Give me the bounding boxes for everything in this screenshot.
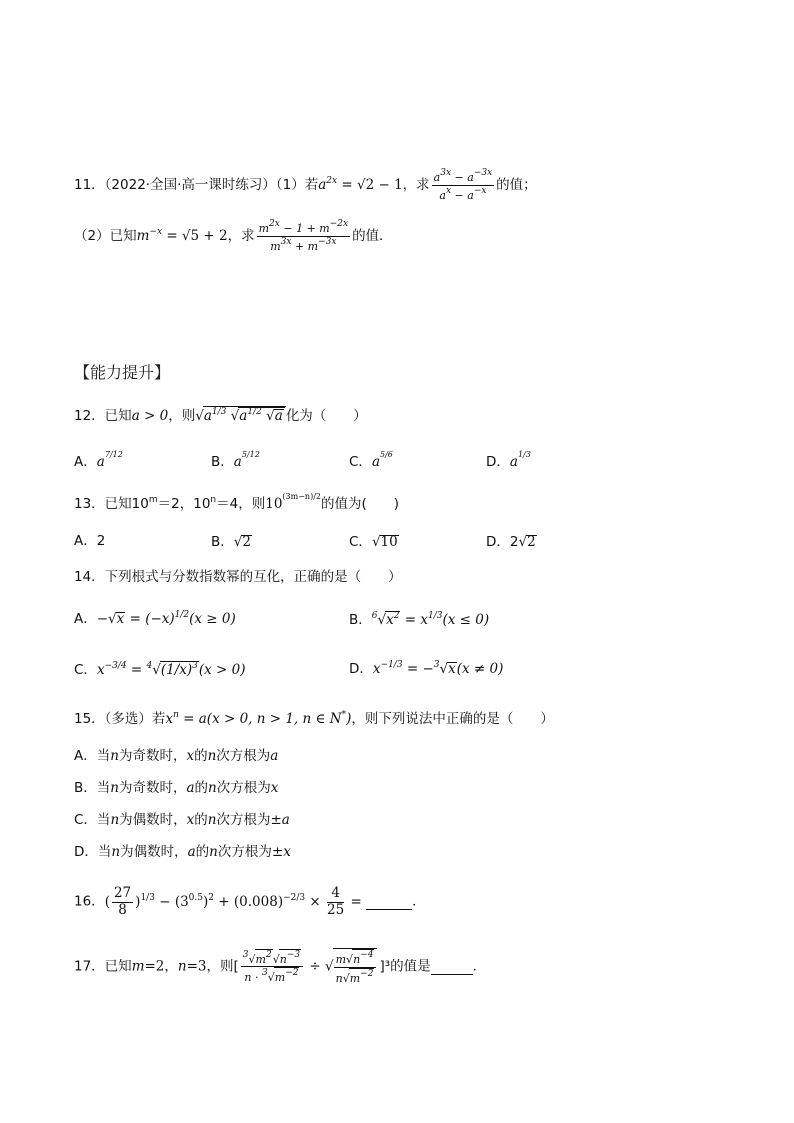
q13-option-a: A．2 xyxy=(74,533,106,549)
q11-fraction-1: $\frac{a^{3x} - a^{-3x}}{a^x - a^{-x}}$ xyxy=(433,168,493,202)
q15-option-c: C．当n为偶数时，x的n次方根为±a xyxy=(74,812,290,828)
q12-option-b: B．$a^{5/12}$ xyxy=(211,450,260,470)
q11-fraction-2: $\frac{m^{2x} - 1 + m^{-2x}}{m^{3x} + m^{-3x}}$ xyxy=(258,219,349,253)
q17-fraction-2: $\frac{m√n^{-4}}{n√m^{-2}}$ xyxy=(333,948,378,985)
section-title: 【能力提升】 xyxy=(74,363,171,382)
q14-option-d: D．$x^{-1/3} = -^3√x(x \ne 0)$ xyxy=(349,660,504,677)
q12-stem: 12．已知a > 0，则$√a^{1/3}$ $√a^{1/2}$ √a 化为（ ） xyxy=(74,407,367,424)
q15-option-d: D．当n为偶数时，a的n次方根为±x xyxy=(74,844,291,860)
q13-option-c: C．√10 xyxy=(349,534,398,550)
q14-stem: 14．下列根式与分数指数幂的互化，正确的是（ ） xyxy=(74,569,402,585)
q11-expr-a: $a^{2x}$ xyxy=(318,176,338,194)
q16-expression: ( $\frac{27}{8}$ )$^{1/3} - (3^{0.5})^2 + (0.008)^{-2/3}$ × $\frac{4}{25}$ = xyxy=(104,885,367,918)
q11-line2-mid: ，求 xyxy=(227,228,255,245)
q11-line2-post: 的值． xyxy=(352,228,393,245)
q11-line2: （2）已知$m^{-x} = √5 + 2$，求 $\frac{m^{2x} - 1 + m^{-2x}}{m^{3x} + m^{-3x}}$ 的值． xyxy=(74,219,393,253)
q14-option-b: B．$^6√x^2 = x^{1/3}(x \le 0)$ xyxy=(349,611,490,628)
q13-option-b: B．√2 xyxy=(211,534,251,550)
q17-answer-blank[interactable] xyxy=(431,961,473,976)
q15-option-b: B．当n为奇数时，a的n次方根为x xyxy=(74,780,279,796)
q11-line1: 11．（2022·全国·高一课时练习）（1）若$a^{2x} = √2 - 1$，求 $\frac{a^{3x} - a^{-3x}}{a^x - a^{-x}}$ 的值； xyxy=(74,168,537,202)
q14-option-a: A．$-√x = (-x)^{1/2}(x \ge 0)$ xyxy=(74,610,236,627)
q12-radical: $√a^{1/3}$ $√a^{1/2}$ √a xyxy=(195,408,286,424)
q17-fraction-1: $\frac{^3√m^2√n^{-3}}{n \cdot ^3√m^{-2}}$ xyxy=(241,949,303,985)
q11-line1-post: 的值； xyxy=(496,177,537,194)
q13-option-d: D．2√2 xyxy=(486,534,536,550)
q15-stem: 15．（多选）若$x^n = a(x > 0$, n > 1, n ∈ N*)，则下列说法中正确的是（ ） xyxy=(74,710,554,727)
q13-stem: 13．已知$10^m=2$，$10^n=4$，则$10^{(3m-n)/2}$的值为( ) xyxy=(74,492,400,512)
q16-answer-blank[interactable] xyxy=(366,896,412,911)
q12-option-a: A．$a^{7/12}$ xyxy=(74,450,123,470)
q17: 17．已知m=2，n=3，则[ $\frac{^3√m^2√n^{-3}}{n \cdot ^3√m^{-2}}$ ÷ √ $\frac{m√n^{-4}}{n√m^{-2}}$ ]³的值是 ． xyxy=(74,949,487,985)
q12-option-d: D．$a^{1/3}$ xyxy=(486,450,531,470)
q11-line1-pre: 11．（2022·全国·高一课时练习）（1）若 xyxy=(74,177,319,194)
q12-option-c: C．$a^{5/6}$ xyxy=(349,450,393,470)
q16: 16．( $\frac{27}{8}$ )$^{1/3} - (3^{0.5})^2 + (0.008)^{-2/3}$ × $\frac{4}{25}$ = ． xyxy=(74,885,426,918)
q11-line2-pre: （2）已知 xyxy=(74,228,137,245)
q15-option-a: A．当n为奇数时，x的n次方根为a xyxy=(74,748,279,764)
q11-line1-mid: ，求 xyxy=(402,177,430,194)
q14-option-c: C．$x^{-3/4} = ^4√(1/x)^3(x > 0)$ xyxy=(74,661,246,678)
